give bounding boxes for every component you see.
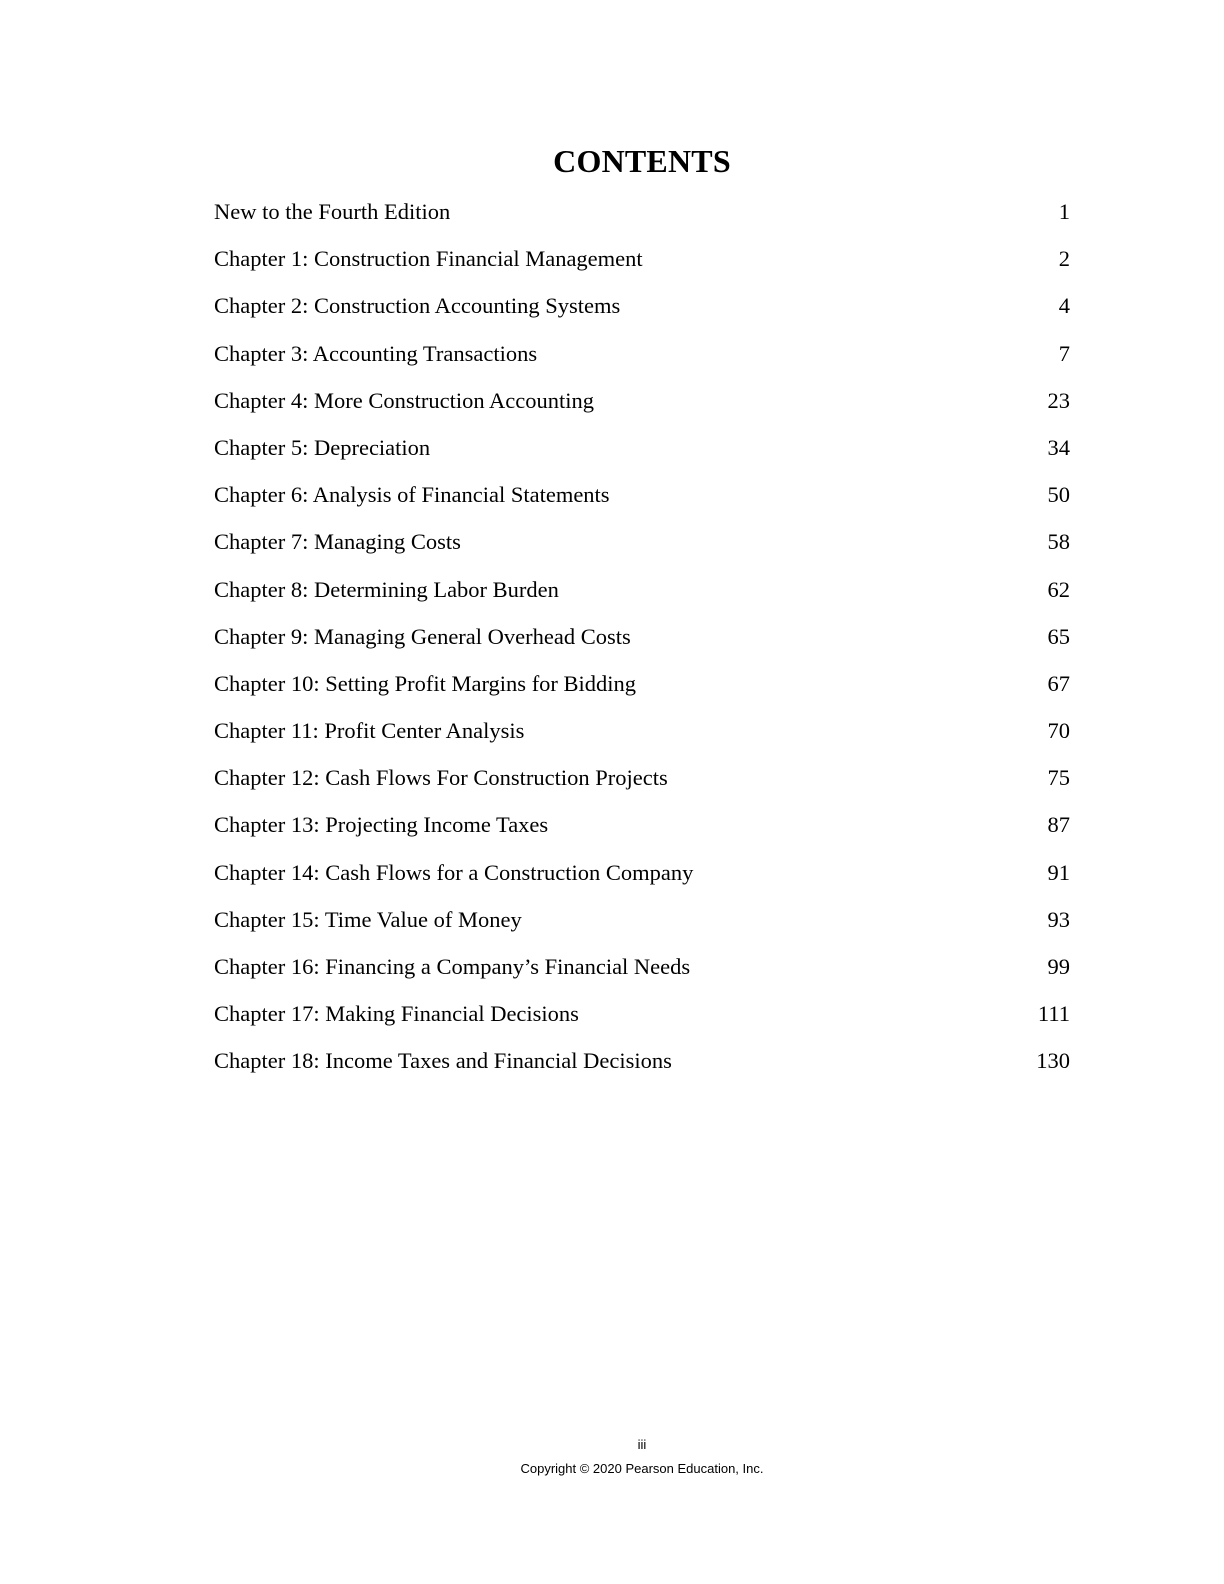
toc-entry-page: 87 bbox=[1047, 812, 1070, 838]
toc-entry-page: 62 bbox=[1047, 576, 1070, 602]
toc-entry-title: Chapter 4: More Construction Accounting bbox=[214, 387, 594, 413]
toc-entry-page: 1 bbox=[1058, 199, 1070, 224]
toc-entry-page: 130 bbox=[1036, 1048, 1070, 1074]
toc-entry-page: 91 bbox=[1047, 859, 1070, 885]
toc-entry-title: Chapter 16: Financing a Company’s Financial Needs bbox=[214, 954, 691, 979]
toc-entry-new-to-fourth-edition[interactable] bbox=[214, 194, 1070, 241]
toc-entry-title: Chapter 6: Analysis of Financial Statements bbox=[214, 482, 610, 508]
toc-entry-page: 93 bbox=[1047, 906, 1070, 932]
toc-entry-page: 23 bbox=[1047, 387, 1070, 413]
toc-entry-title: Chapter 13: Projecting Income Taxes bbox=[214, 812, 549, 838]
toc-entry-title: New to the Fourth Edition bbox=[214, 199, 451, 224]
toc-entry-chapter-3[interactable] bbox=[214, 336, 1070, 383]
toc-entry-title: Chapter 15: Time Value of Money bbox=[214, 906, 522, 932]
toc-entry-chapter-6[interactable] bbox=[214, 477, 1070, 524]
footer-copyright: Copyright © 2020 Pearson Education, Inc. bbox=[520, 1461, 764, 1476]
toc-entry-chapter-11[interactable] bbox=[214, 713, 1070, 760]
toc-entry-title: Chapter 3: Accounting Transactions bbox=[214, 340, 538, 366]
footer-page-number: iii bbox=[637, 1437, 647, 1452]
toc-entry-title: Chapter 2: Construction Accounting Systems bbox=[214, 293, 621, 319]
toc-entry-chapter-10[interactable] bbox=[214, 666, 1070, 713]
toc-entry-page: 7 bbox=[1058, 340, 1070, 366]
toc-entry-title: Chapter 11: Profit Center Analysis bbox=[214, 718, 525, 744]
toc-entry-chapter-7[interactable] bbox=[214, 524, 1070, 571]
toc-entry-page: 67 bbox=[1047, 670, 1070, 696]
toc-entry-chapter-9[interactable] bbox=[214, 619, 1070, 666]
toc-entry-page: 99 bbox=[1047, 954, 1070, 979]
toc-entry-chapter-8[interactable] bbox=[214, 572, 1070, 619]
toc-entry-title: Chapter 1: Construction Financial Management bbox=[214, 246, 643, 272]
toc-entry-page: 4 bbox=[1058, 293, 1070, 319]
toc-entry-title: Chapter 12: Cash Flows For Construction Projects bbox=[214, 765, 668, 791]
toc-entry-chapter-16[interactable] bbox=[214, 949, 1070, 996]
toc-entry-title: Chapter 9: Managing General Overhead Costs bbox=[214, 623, 631, 649]
toc-entry-chapter-15[interactable] bbox=[214, 902, 1070, 949]
toc-entry-title: Chapter 17: Making Financial Decisions bbox=[214, 1001, 579, 1027]
toc-entry-page: 34 bbox=[1047, 434, 1070, 460]
toc-entry-title: Chapter 7: Managing Costs bbox=[214, 529, 461, 555]
toc-entry-page: 50 bbox=[1047, 482, 1070, 508]
toc-entry-page: 75 bbox=[1047, 765, 1070, 791]
toc-entry-page: 58 bbox=[1047, 529, 1070, 555]
toc-entry-page: 111 bbox=[1037, 1001, 1070, 1027]
toc-entry-title: Chapter 18: Income Taxes and Financial Decisions bbox=[214, 1048, 672, 1074]
toc-entry-chapter-17[interactable] bbox=[214, 996, 1070, 1043]
toc-entry-chapter-12[interactable] bbox=[214, 760, 1070, 807]
table-of-contents bbox=[214, 194, 1070, 1091]
toc-entry-chapter-4[interactable] bbox=[214, 383, 1070, 430]
toc-entry-chapter-2[interactable] bbox=[214, 288, 1070, 335]
toc-entry-page: 65 bbox=[1047, 623, 1070, 649]
toc-entry-chapter-5[interactable] bbox=[214, 430, 1070, 477]
toc-entry-title: Chapter 8: Determining Labor Burden bbox=[214, 576, 559, 602]
page-title: CONTENTS bbox=[553, 143, 731, 179]
toc-entry-title: Chapter 14: Cash Flows for a Construction Company bbox=[214, 859, 694, 885]
toc-entry-page: 70 bbox=[1047, 718, 1070, 744]
toc-entry-title: Chapter 10: Setting Profit Margins for Bidding bbox=[214, 670, 637, 696]
toc-entry-title: Chapter 5: Depreciation bbox=[214, 434, 431, 460]
toc-entry-chapter-14[interactable] bbox=[214, 855, 1070, 902]
toc-entry-chapter-13[interactable] bbox=[214, 807, 1070, 854]
toc-entry-chapter-1[interactable] bbox=[214, 241, 1070, 288]
toc-entry-page: 2 bbox=[1058, 246, 1070, 272]
toc-entry-chapter-18[interactable] bbox=[214, 1043, 1070, 1090]
